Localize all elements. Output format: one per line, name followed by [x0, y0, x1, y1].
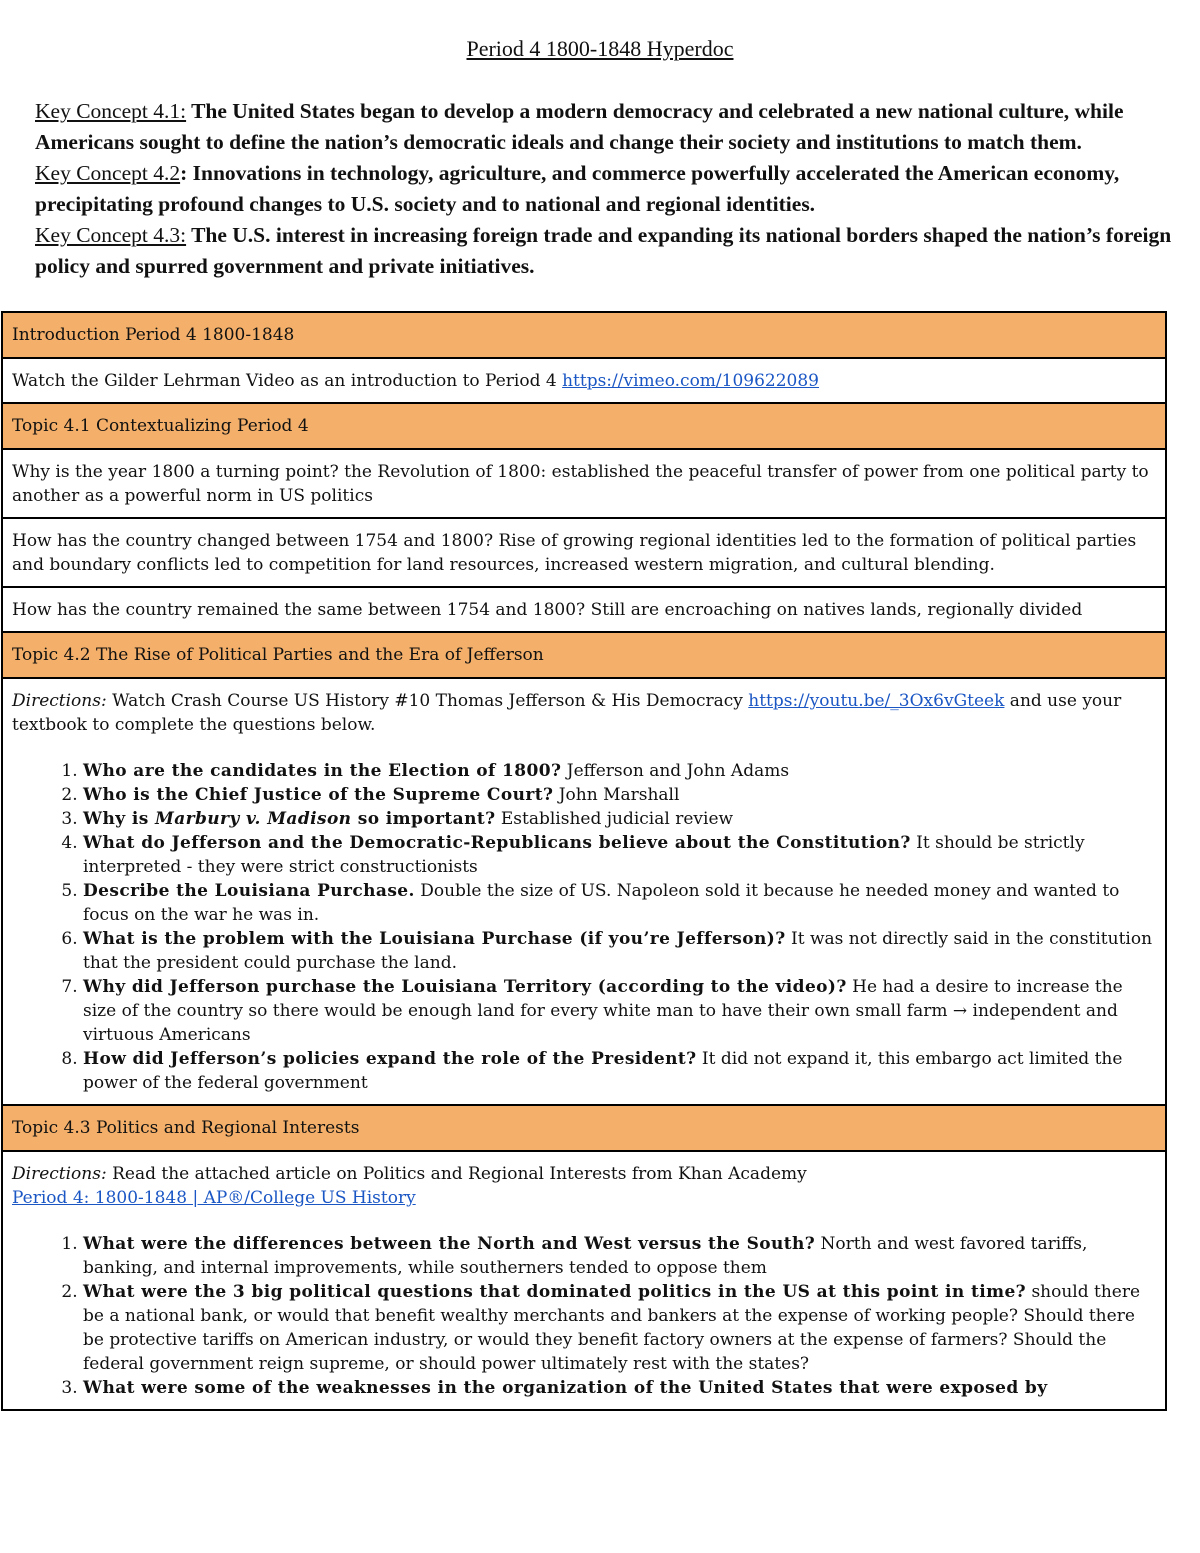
question: Who is the Chief Justice of the Supreme Court? [83, 785, 554, 805]
question: What do Jefferson and the Democratic-Republicans believe about the Constitution? [83, 833, 911, 853]
directions [12, 1162, 1156, 1186]
answer: should there be a national bank, or would that benefit wealthy merchants and bankers at the expense of working people? Should there be protective tariffs on American industry, or would they benefit factory owners at the expense of farmers? Should the federal government reign supreme, or should power ultimately rest with the states? [83, 1282, 1141, 1374]
answer: It did not expand it, this embargo act limited the power of the federal government [83, 1049, 1123, 1093]
key-concept-label: Key Concept 4.1: [35, 99, 187, 123]
topic-4-2-body [2, 678, 1166, 1105]
question-list [12, 1232, 1156, 1400]
question: Describe the Louisiana Purchase. [83, 881, 415, 901]
section-header-topic-4-3: Topic 4.3 Politics and Regional Interests [2, 1105, 1166, 1151]
list-item [83, 975, 1156, 1047]
khan-academy-link[interactable]: Period 4: 1800-1848 | AP®︎/College US History [12, 1188, 416, 1208]
question [83, 809, 495, 829]
section-header-topic-4-1: Topic 4.1 Contextualizing Period 4 [2, 403, 1166, 449]
vimeo-link[interactable]: https://vimeo.com/109622089 [562, 371, 820, 391]
section-header-intro: Introduction Period 4 1800-1848 [2, 312, 1166, 358]
youtube-link[interactable]: https://youtu.be/_3Ox6vGteek [748, 691, 1005, 711]
directions-text: Watch Crash Course US History #10 Thomas Jefferson & His Democracy [106, 691, 749, 711]
question-pre: Why is [83, 809, 155, 829]
topic-4-3-body [2, 1151, 1166, 1410]
intro-row [2, 358, 1166, 403]
list-item [83, 783, 1156, 807]
topic-4-1-row: Why is the year 1800 a turning point? the Revolution of 1800: established the peaceful transfer of power from one political party to another as a powerful norm in US politics [2, 449, 1166, 518]
list-item [83, 759, 1156, 783]
list-item [83, 807, 1156, 831]
question-list [12, 759, 1156, 1095]
question: Why did Jefferson purchase the Louisiana Territory (according to the video)? [83, 977, 847, 997]
key-concept-4-3 [35, 220, 1175, 282]
answer: Jefferson and John Adams [561, 761, 790, 781]
answer: It was not directly said in the constitution that the president could purchase the land. [83, 929, 1153, 973]
question: What were the differences between the North and West versus the South? [83, 1234, 816, 1254]
key-concept-4-1 [35, 96, 1175, 158]
directions-label: Directions: [12, 691, 107, 711]
section-header-topic-4-2: Topic 4.2 The Rise of Political Parties and the Era of Jefferson [2, 632, 1166, 678]
question: What were the 3 big political questions that dominated politics in the US at this point in time? [83, 1282, 1027, 1302]
answer: North and west favored tariffs, banking, and internal improvements, while southerners tended to oppose them [83, 1234, 1088, 1278]
list-item [83, 1280, 1156, 1376]
answer: It should be strictly interpreted - they were strict constructionists [83, 833, 1085, 877]
question: What were some of the weaknesses in the organization of the United States that were exposed by [83, 1378, 1048, 1398]
answer: John Marshall [553, 785, 680, 805]
question: How did Jefferson’s policies expand the role of the President? [83, 1049, 697, 1069]
key-concept-text: : Innovations in technology, agriculture, and commerce powerfully accelerated the American economy, precipitating profound changes to U.S. society and to national and regional identities. [35, 161, 1120, 216]
topic-4-1-row: How has the country remained the same between 1754 and 1800? Still are encroaching on natives lands, regionally divided [2, 587, 1166, 632]
directions [12, 689, 1156, 737]
hyperdoc-table [1, 311, 1167, 1411]
question-case-name: Marbury v. Madison [155, 809, 352, 829]
key-concept-label: Key Concept 4.3: [35, 223, 187, 247]
question-post: so important? [351, 809, 496, 829]
topic-4-1-row: How has the country changed between 1754 and 1800? Rise of growing regional identities led to the formation of political parties and boundary conflicts led to competition for land resources, increased western migration, and cultural blending. [2, 518, 1166, 587]
directions-label: Directions: [12, 1164, 107, 1184]
page-title: Period 4 1800-1848 Hyperdoc [466, 36, 734, 61]
directions-after: and use your textbook to complete the questions below. [12, 691, 1122, 735]
list-item [83, 831, 1156, 879]
list-item [83, 927, 1156, 975]
key-concept-4-2 [35, 158, 1175, 220]
intro-text: Watch the Gilder Lehrman Video as an introduction to Period 4 [12, 371, 563, 391]
list-item [83, 1047, 1156, 1095]
key-concept-label: Key Concept 4.2 [35, 161, 181, 185]
question: What is the problem with the Louisiana Purchase (if you’re Jefferson)? [83, 929, 786, 949]
key-concepts [35, 96, 1175, 282]
list-item [83, 1376, 1156, 1400]
answer: Double the size of US. Napoleon sold it because he needed money and wanted to focus on the war he was in. [83, 881, 1120, 925]
directions-text: Read the attached article on Politics and Regional Interests from Khan Academy [106, 1164, 807, 1184]
key-concept-text: The U.S. interest in increasing foreign trade and expanding its national borders shaped the nation’s foreign policy and spurred government and private initiatives. [35, 223, 1172, 278]
answer: Established judicial review [495, 809, 734, 829]
key-concept-text: The United States began to develop a modern democracy and celebrated a new national culture, while Americans sought to define the nation’s democratic ideals and change their society and institutions to match them. [35, 99, 1124, 154]
list-item [83, 879, 1156, 927]
question: Who are the candidates in the Election of 1800? [83, 761, 562, 781]
list-item [83, 1232, 1156, 1280]
answer: He had a desire to increase the size of the country so there would be enough land for every white man to have their own small farm → independent and virtuous Americans [83, 977, 1123, 1045]
